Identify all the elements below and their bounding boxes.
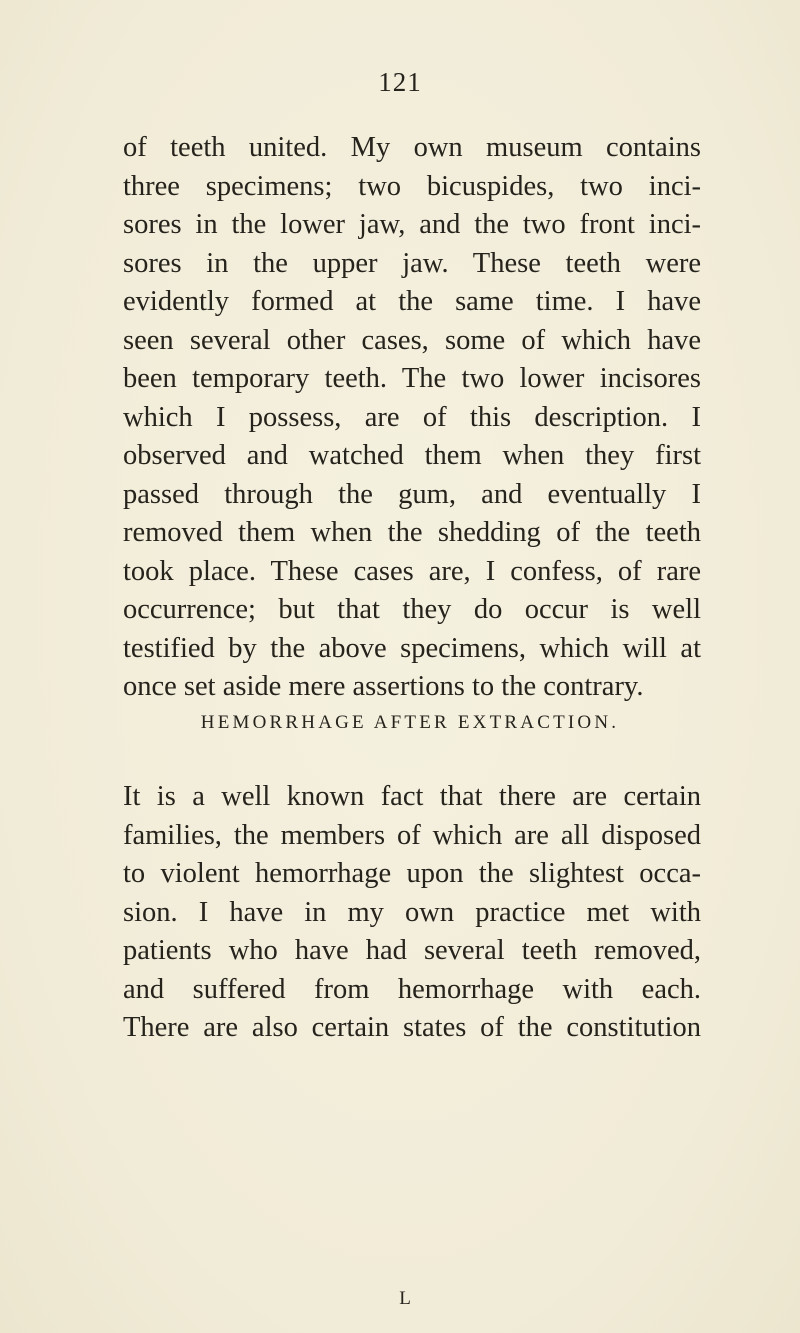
text-line: There are also certain states of the constitution [123,1012,701,1043]
text-line: It is a well known fact that there are certain [123,781,701,812]
text-line: been temporary teeth. The two lower incisores [123,363,701,394]
text-line: took place. These cases are, I confess, of rare [123,555,701,587]
text-line: and suffered from hemorrhage with each. [123,973,701,1005]
text-line: occurrence; but that they do occur is well [123,594,701,625]
text-line: once set aside mere assertions to the contrary. [123,671,644,702]
paragraph-museum-specimens [123,129,701,707]
text-line: three specimens; two bicuspides, two inci- [123,170,701,202]
text-line: evidently formed at the same time. I have [123,286,701,317]
text-line: sion. I have in my own practice met with [123,896,701,928]
text-line: patients who have had several teeth removed, [123,935,701,966]
text-line: observed and watched them when they first [123,440,701,471]
text-line: of teeth united. My own museum contains [123,132,701,163]
text-line: which I possess, are of this description. I [123,401,701,433]
text-line: removed them when the shedding of the teeth [123,517,701,548]
page-number: 121 [378,67,422,97]
text-line: passed through the gum, and eventually I [123,478,701,510]
paragraph-hemorrhage [123,778,701,1048]
text-line: seen several other cases, some of which have [123,324,701,356]
text-line: to violent hemorrhage upon the slightest occa- [123,858,701,889]
text-line: testified by the above specimens, which will at [123,632,701,664]
text-line: families, the members of which are all disposed [123,819,701,851]
signature-mark: L [399,1288,411,1309]
text-line: sores in the lower jaw, and the two front inci- [123,209,701,240]
text-line: sores in the upper jaw. These teeth were [123,247,701,279]
section-heading: HEMORRHAGE AFTER EXTRACTION. [200,712,620,733]
